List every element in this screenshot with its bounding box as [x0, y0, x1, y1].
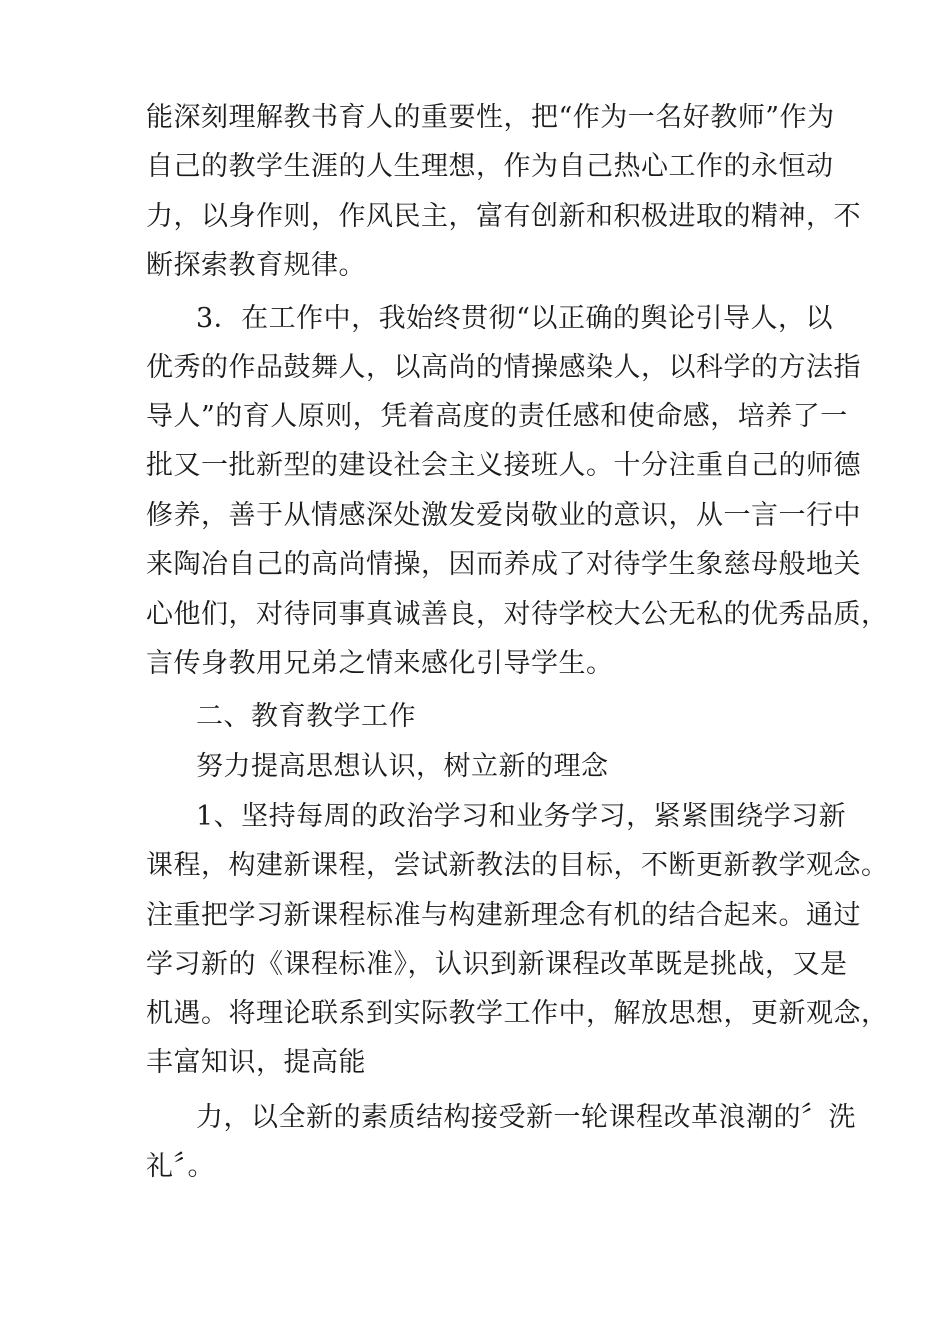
text-line: 自己的教学生涯的人生理想，作为自己热心工作的永恒动	[146, 151, 834, 182]
text-line: 1、坚持每周的政治学习和业务学习，紧紧围绕学习新	[196, 801, 847, 832]
text-line: 力，以身作则，作风民主，富有创新和积极进取的精神，不	[146, 201, 861, 232]
text-line: 断探索教育规律。	[146, 250, 366, 281]
text-line: 修养，善于从情感深处激发爱岗敬业的意识，从一言一行中	[146, 500, 861, 531]
text-line: 课程，构建新课程，尝试新教法的目标，不断更新教学观念。	[146, 850, 889, 881]
text-line: 心他们，对待同事真诚善良，对待学校大公无私的优秀品质，	[146, 599, 889, 630]
text-line: 丰富知识，提高能	[146, 1047, 366, 1078]
text-line: 机遇。将理论联系到实际教学工作中，解放思想，更新观念，	[146, 998, 889, 1029]
text-line: 批又一批新型的建设社会主义接班人。十分注重自己的师德	[146, 450, 861, 481]
text-line: 礼〞。	[146, 1151, 215, 1182]
subsection-heading: 努力提高思想认识，树立新的理念	[196, 751, 609, 782]
text-line: 优秀的作品鼓舞人，以高尚的情操感染人，以科学的方法指	[146, 352, 861, 383]
text-line: 导人”的育人原则，凭着高度的责任感和使命感，培养了一	[146, 401, 848, 432]
text-line: 能深刻理解教书育人的重要性，把“作为一名好教师”作为	[146, 102, 835, 133]
text-line: 3．在工作中，我始终贯彻“以正确的舆论引导人，以	[196, 303, 833, 334]
text-line: 学习新的《课程标准》，认识到新课程改革既是挑战，又是	[146, 949, 848, 980]
text-line: 力，以全新的素质结构接受新一轮课程改革浪潮的〞洗	[196, 1102, 856, 1133]
text-line: 注重把学习新课程标准与构建新理念有机的结合起来。通过	[146, 900, 861, 931]
section-heading: 二、教育教学工作	[196, 701, 416, 732]
text-line: 言传身教用兄弟之情来感化引导学生。	[146, 648, 614, 679]
text-line: 来陶冶自己的高尚情操，因而养成了对待学生象慈母般地关	[146, 549, 861, 580]
